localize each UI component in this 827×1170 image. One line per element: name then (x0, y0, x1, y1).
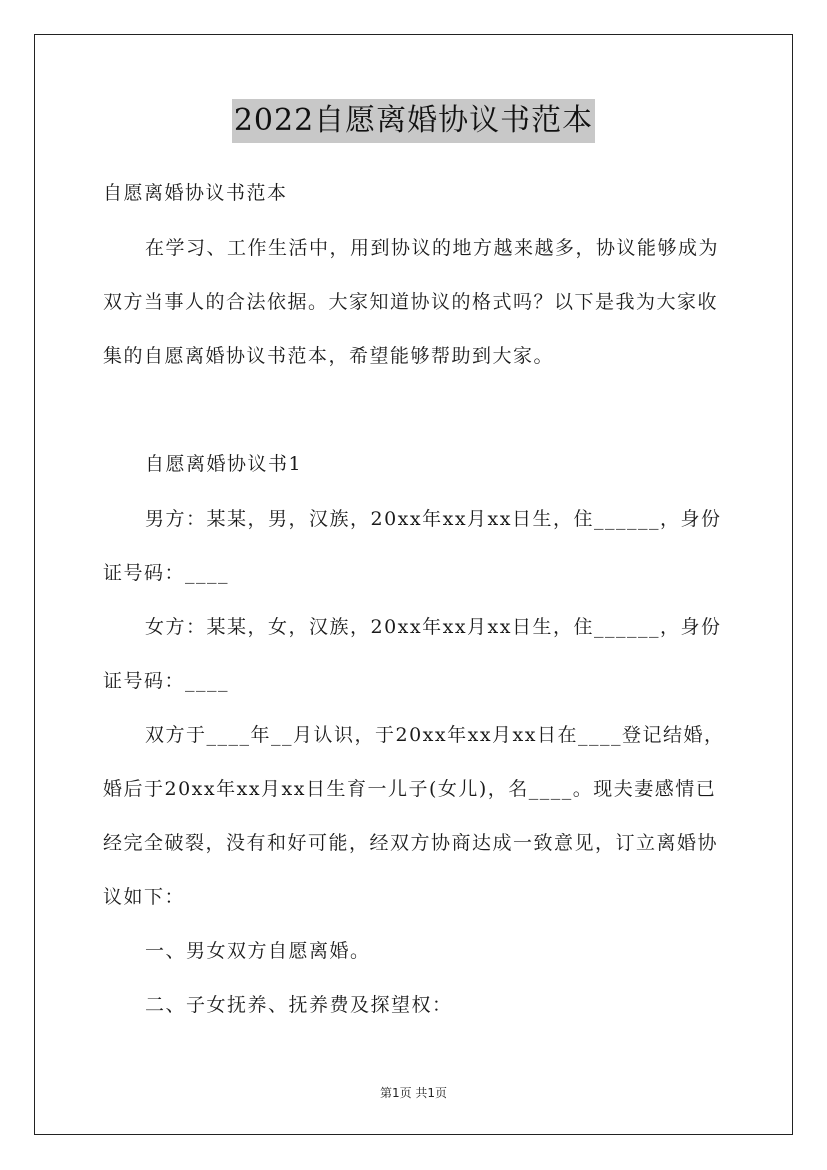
body-line-3: 经完全破裂，没有和好可能，经双方协商达成一致意见，订立离婚协 (103, 832, 719, 854)
clause-2: 二、子女抚养、抚养费及探望权： (145, 994, 453, 1016)
female-line-1: 女方：某某，女，汉族，20xx年xx月xx日生，住______，身份 (145, 616, 722, 638)
title-container (0, 99, 827, 143)
document-subtitle: 自愿离婚协议书范本 (103, 182, 288, 204)
male-line-1: 男方：某某，男，汉族，20xx年xx月xx日生，住______，身份 (145, 508, 722, 530)
body-line-1: 双方于____年__月认识，于20xx年xx月xx日在____登记结婚， (145, 724, 725, 746)
clause-1: 一、男女双方自愿离婚。 (145, 940, 371, 962)
page-footer: 第1页 共1页 (379, 1086, 448, 1100)
intro-line-2: 双方当事人的合法依据。大家知道协议的格式吗？以下是我为大家收 (103, 291, 719, 313)
intro-line-3: 集的自愿离婚协议书范本，希望能够帮助到大家。 (103, 345, 555, 367)
male-line-2: 证号码：____ (103, 562, 230, 584)
female-line-2: 证号码：____ (103, 670, 230, 692)
section-heading: 自愿离婚协议书1 (145, 453, 303, 475)
document-title: 2022自愿离婚协议书范本 (232, 99, 595, 143)
body-line-2: 婚后于20xx年xx月xx日生育一儿子(女儿)，名____。现夫妻感情已 (103, 778, 717, 800)
body-line-4: 议如下： (103, 886, 186, 908)
intro-line-1: 在学习、工作生活中，用到协议的地方越来越多，协议能够成为 (145, 237, 720, 259)
